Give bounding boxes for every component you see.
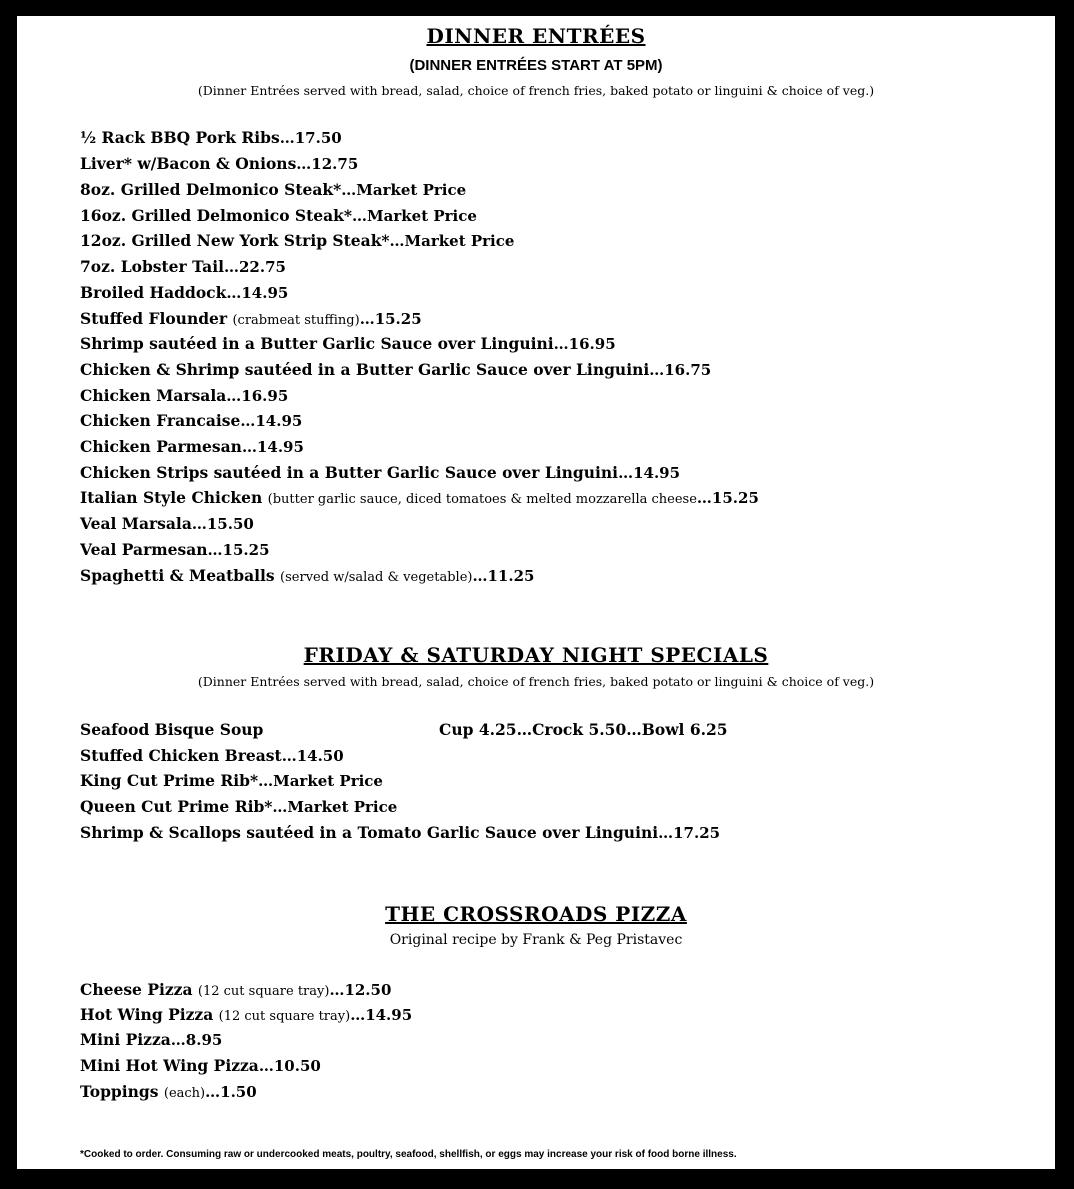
menu-item	[80, 463, 680, 485]
item-name: Chicken Marsala	[80, 386, 227, 405]
specials-title: FRIDAY & SATURDAY NIGHT SPECIALS	[303, 643, 769, 667]
item-price: …11.25	[472, 567, 535, 585]
item-price: …14.95	[350, 1006, 413, 1024]
item-price: …14.50	[281, 747, 344, 765]
item-name: Stuffed Flounder	[80, 309, 233, 328]
menu-item	[80, 257, 286, 279]
item-name: Chicken Strips sautéed in a Butter Garlic Sauce over Linguini	[80, 463, 619, 482]
item-price: …14.95	[241, 438, 304, 456]
menu-item	[80, 154, 358, 176]
menu-item	[80, 206, 477, 228]
item-desc: (each)	[163, 1086, 206, 1101]
specials-note: (Dinner Entrées served with bread, salad, choice of french fries, baked potato or linguini & choice of veg.)	[197, 674, 875, 689]
menu-item	[80, 309, 422, 331]
menu-item	[80, 540, 270, 562]
menu-item	[80, 1082, 257, 1104]
item-price: …Market Price	[258, 772, 383, 790]
item-name: Mini Hot Wing Pizza	[80, 1056, 259, 1075]
item-name: Broiled Haddock	[80, 283, 227, 302]
item-name: Spaghetti & Meatballs	[80, 566, 281, 585]
item-name: 12oz. Grilled New York Strip Steak*	[80, 231, 390, 250]
item-name: Seafood Bisque Soup	[80, 720, 264, 739]
item-name: ½ Rack BBQ Pork Ribs	[80, 128, 280, 147]
item-name: 8oz. Grilled Delmonico Steak*	[80, 180, 342, 199]
item-name: Chicken & Shrimp sautéed in a Butter Garlic Sauce over Linguini	[80, 360, 650, 379]
pizza-credit: Original recipe by Frank & Peg Pristavec	[389, 932, 683, 948]
menu-item	[80, 771, 383, 793]
item-name: Veal Parmesan	[80, 540, 208, 559]
menu-item	[80, 437, 304, 459]
item-price: …10.50	[258, 1057, 321, 1075]
item-name: Chicken Francaise	[80, 411, 241, 430]
item-name: Veal Marsala	[80, 514, 192, 533]
item-price: …16.95	[226, 387, 289, 405]
item-price: …Market Price	[341, 181, 467, 199]
menu-item	[80, 488, 759, 510]
item-price: …17.50	[279, 129, 342, 147]
menu-item	[80, 746, 344, 768]
item-name: Shrimp sautéed in a Butter Garlic Sauce over Linguini	[80, 334, 554, 353]
pizza-title: THE CROSSROADS PIZZA	[385, 902, 687, 926]
menu-item	[80, 360, 711, 382]
item-name: Mini Pizza	[80, 1030, 171, 1049]
item-price: …Market Price	[389, 232, 515, 250]
item-price: …8.95	[170, 1031, 223, 1049]
item-price: …15.25	[359, 310, 422, 328]
item-desc: (12 cut square tray)	[197, 984, 330, 999]
menu-item	[80, 411, 302, 433]
item-price: …12.75	[296, 155, 359, 173]
item-name: Stuffed Chicken Breast	[80, 746, 282, 765]
item-name: Liver* w/Bacon & Onions	[80, 154, 297, 173]
item-price: …16.75	[649, 361, 712, 379]
item-price: …15.25	[207, 541, 270, 559]
menu-item	[80, 386, 288, 408]
item-name: Hot Wing Pizza	[80, 1005, 219, 1024]
item-price: …14.95	[226, 284, 289, 302]
menu-item	[80, 1056, 321, 1078]
item-price: …Market Price	[272, 798, 398, 816]
bisque-prices: Cup 4.25…Crock 5.50…Bowl 6.25	[439, 720, 728, 739]
item-name: Shrimp & Scallops sautéed in a Tomato Garlic Sauce over Linguini	[80, 823, 659, 842]
item-price: …15.50	[191, 515, 254, 533]
menu-item	[80, 180, 466, 202]
dinner-subtitle: (DINNER ENTRÉES START AT 5PM)	[409, 57, 663, 74]
dinner-note: (Dinner Entrées served with bread, salad, choice of french fries, baked potato or linguini & choice of veg.)	[197, 83, 875, 98]
item-price: …Market Price	[352, 207, 477, 225]
item-price: …14.95	[240, 412, 303, 430]
item-price: …17.25	[658, 824, 721, 842]
item-name: Queen Cut Prime Rib*	[80, 797, 273, 816]
item-price: …22.75	[223, 258, 286, 276]
menu-item	[80, 231, 514, 253]
menu-item	[80, 128, 342, 150]
menu-item	[80, 797, 397, 819]
item-name: King Cut Prime Rib*	[80, 771, 259, 790]
item-desc: (served w/salad & vegetable)	[280, 570, 473, 585]
item-price: …12.50	[329, 981, 392, 999]
menu-item	[80, 566, 534, 588]
item-name: 7oz. Lobster Tail	[80, 257, 224, 276]
item-desc: (butter garlic sauce, diced tomatoes & melted mozzarella cheese	[267, 492, 697, 507]
menu-item	[80, 720, 263, 740]
item-name: Cheese Pizza	[80, 980, 198, 999]
dinner-title: DINNER ENTRÉES	[426, 24, 646, 48]
item-name: Chicken Parmesan	[80, 437, 242, 456]
item-price: …14.95	[618, 464, 681, 482]
menu-page	[17, 16, 1055, 1169]
item-price: …1.50	[205, 1083, 257, 1101]
item-name: 16oz. Grilled Delmonico Steak*	[80, 206, 353, 225]
item-desc: (crabmeat stuffing)	[232, 313, 360, 328]
item-price: …15.25	[696, 489, 759, 507]
item-desc: (12 cut square tray)	[218, 1009, 351, 1024]
item-name: Toppings	[80, 1082, 164, 1101]
item-name: Italian Style Chicken	[80, 488, 268, 507]
menu-item	[80, 1005, 412, 1027]
menu-item	[80, 334, 616, 356]
item-price: …16.95	[553, 335, 616, 353]
menu-item	[80, 823, 720, 845]
food-safety-footnote: *Cooked to order. Consuming raw or undercooked meats, poultry, seafood, shellfish, or eggs may increase your risk of food borne illness.	[80, 1149, 737, 1160]
menu-item	[80, 1030, 222, 1052]
menu-item	[80, 283, 288, 305]
menu-item	[80, 980, 391, 1002]
menu-item	[80, 514, 254, 536]
